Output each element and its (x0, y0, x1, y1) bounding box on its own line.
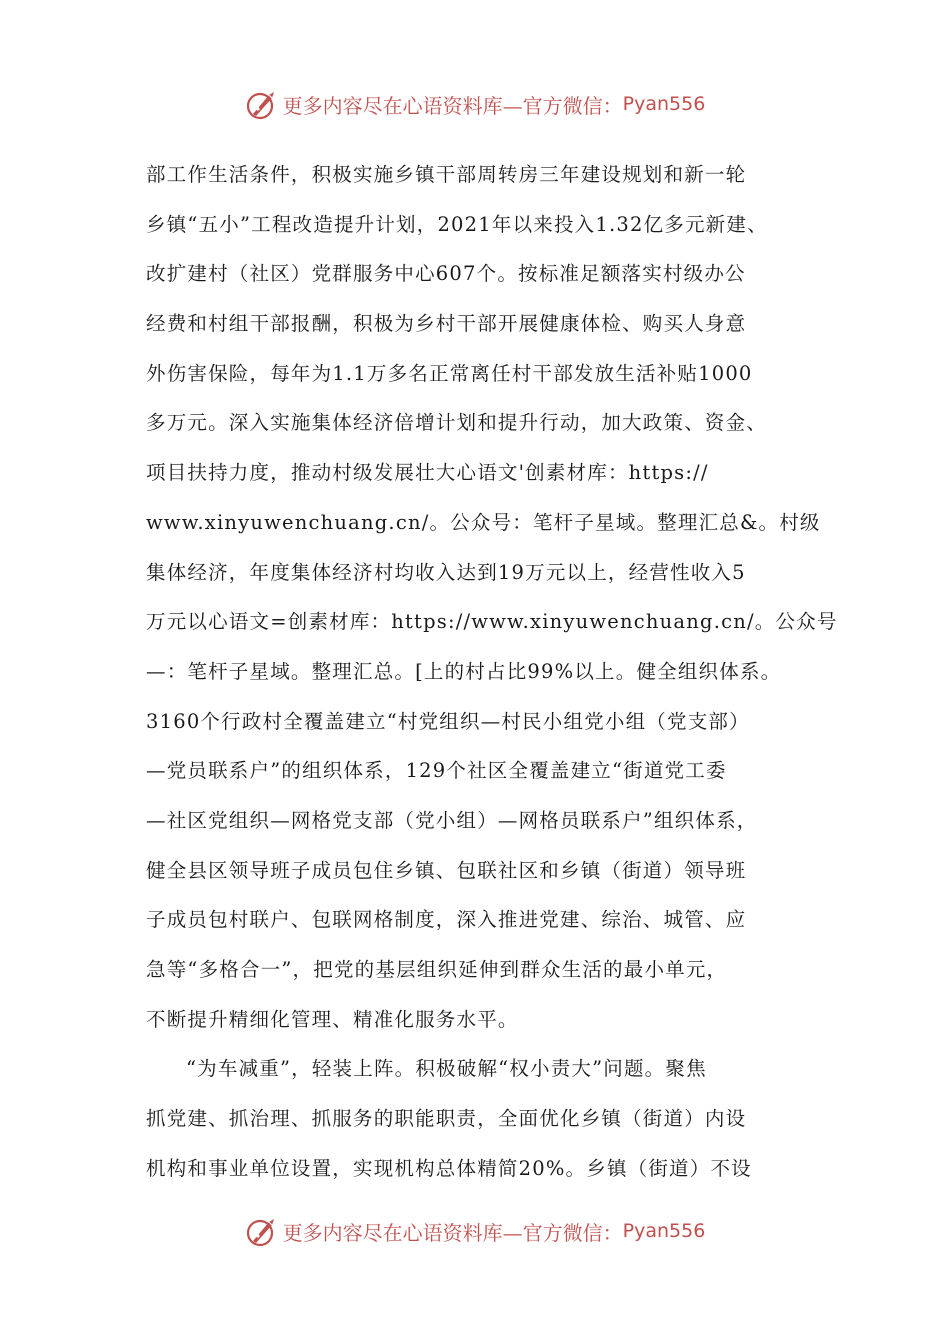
pen-nib-logo-icon (245, 1214, 279, 1248)
text-line: 经费和村组干部报酬，积极为乡村干部开展健康体检、购买人身意 (146, 312, 747, 336)
text-line: 机构和事业单位设置，实现机构总体精简20%。乡镇（街道）不设 (146, 1156, 752, 1180)
text-line: —：笔杆子星域。整理汇总。[上的村占比99%以上。健全组织体系。 (146, 659, 782, 683)
text-line: —社区党组织—网格党支部（党小组）—网格员联系户”组织体系， (146, 808, 758, 832)
text-line: 健全县区领导班子成员包住乡镇、包联社区和乡镇（街道）领导班 (146, 858, 747, 882)
text-line: 乡镇“五小”工程改造提升计划，2021年以来投入1.32亿多元新建、 (146, 212, 768, 236)
text-line: 3160个行政村全覆盖建立“村党组织—村民小组党小组（党支部） (146, 709, 750, 733)
text-line: 项目扶持力度，推动村级发展壮大心语文'创素材库：https:// (146, 461, 709, 485)
text-line: www.xinyuwenchuang.cn/。公众号：笔杆子星域。整理汇总&。村级 (146, 510, 821, 534)
text-line: 集体经济，年度集体经济村均收入达到19万元以上，经营性收入5 (146, 560, 746, 584)
text-line: 部工作生活条件，积极实施乡镇干部周转房三年建设规划和新一轮 (146, 163, 747, 186)
header-wechat-id: Pyan556 (622, 93, 706, 115)
footer-banner-text: 更多内容尽在心语资料库—官方微信： (282, 1220, 623, 1245)
text-line: 子成员包村联户、包联网格制度，深入推进党建、综治、城管、应 (146, 908, 747, 932)
header-banner (0, 84, 950, 124)
paragraph-start-line: “为车减重”，轻装上阵。积极破解“权小责大”问题。聚焦 (186, 1057, 707, 1081)
text-line: 外伤害保险，每年为1.1万多名正常离任村干部发放生活补贴1000 (146, 361, 753, 385)
text-line: 多万元。深入实施集体经济倍增计划和提升行动，加大政策、资金、 (146, 411, 768, 435)
pen-nib-logo-icon (245, 87, 279, 121)
text-line: —党员联系户”的组织体系，129个社区全覆盖建立“街道党工委 (146, 759, 727, 783)
footer-wechat-id: Pyan556 (622, 1220, 706, 1242)
text-line: 抓党建、抓治理、抓服务的职能职责，全面优化乡镇（街道）内设 (146, 1107, 747, 1131)
footer-banner (0, 1211, 950, 1251)
text-line: 万元以心语文=创素材库：https://www.xinyuwenchuang.cn/。公众号 (146, 610, 838, 634)
document-body (146, 150, 838, 1193)
header-banner-text: 更多内容尽在心语资料库—官方微信： (282, 93, 623, 118)
text-line: 不断提升精细化管理、精准化服务水平。 (146, 1007, 519, 1031)
text-line: 急等“多格合一”，把党的基层组织延伸到群众生活的最小单元， (146, 958, 728, 981)
text-line: 改扩建村（社区）党群服务中心607个。按标准足额落实村级办公 (146, 262, 746, 286)
